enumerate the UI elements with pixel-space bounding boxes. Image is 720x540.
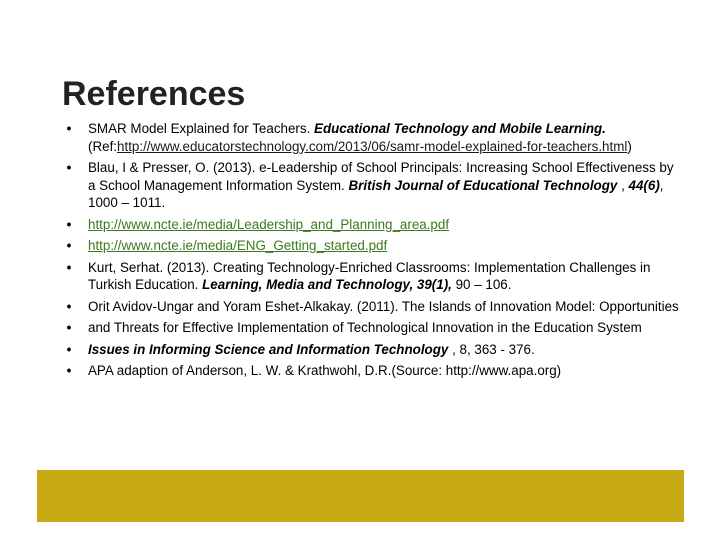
reference-link-leadership[interactable]: http://www.ncte.ie/media/Leadership_and_Planning_area.pdf: [88, 216, 450, 232]
reference-item-9: • APA adaption of Anderson, L. W. & Krathwohl, D.R.(Source: http://www.apa.org): [60, 362, 680, 380]
reference-item-7: • and Threats for Effective Implementation of Technological Innovation in the Education System: [60, 319, 680, 337]
bullet-icon: •: [66, 238, 72, 253]
bullet-icon: •: [66, 320, 72, 335]
bullet-icon: •: [66, 298, 72, 314]
bullet-icon: •: [66, 160, 72, 175]
bullet-icon: •: [66, 121, 72, 136]
footer-accent-band: [37, 470, 684, 522]
bullet-icon: •: [66, 259, 72, 275]
reference-item-4: [60, 237, 680, 255]
reference-item-6: • Orit Avidov-Ungar and Yoram Eshet-Alkakay. (2011). The Islands of Innovation Model: Opportunities: [60, 298, 680, 316]
reference-list: [60, 120, 680, 384]
reference-item-2: • Blau, I & Presser, O. (2013). e-Leadership of School Principals: Increasing School Effectiveness by a School Management Information System. British Journal of Educational Technology , 44(6), 1000 – 1011.: [60, 159, 680, 212]
reference-item-8: • Issues in Informing Science and Information Technology , 8, 363 - 376.: [60, 341, 680, 359]
bullet-icon: •: [66, 341, 72, 357]
reference-item-3: [60, 216, 680, 234]
reference-link-getting-started[interactable]: http://www.ncte.ie/media/ENG_Getting_started.pdf: [88, 238, 388, 253]
reference-link-samr[interactable]: http://www.educatorstechnology.com/2013/06/samr-model-explained-for-teachers.html: [117, 138, 628, 154]
reference-item-1: • SMAR Model Explained for Teachers. Educational Technology and Mobile Learning. (Ref:http://www.educatorstechnology.com/2013/06/samr-model-explained-for-teachers.html): [60, 120, 680, 155]
reference-item-5: • Kurt, Serhat. (2013). Creating Technology-Enriched Classrooms: Implementation Challenges in Turkish Education. Learning, Media and Technology, 39(1), 90 – 106.: [60, 259, 680, 294]
bullet-icon: •: [66, 216, 72, 232]
slide-title: References: [62, 75, 246, 113]
bullet-icon: •: [66, 363, 72, 378]
